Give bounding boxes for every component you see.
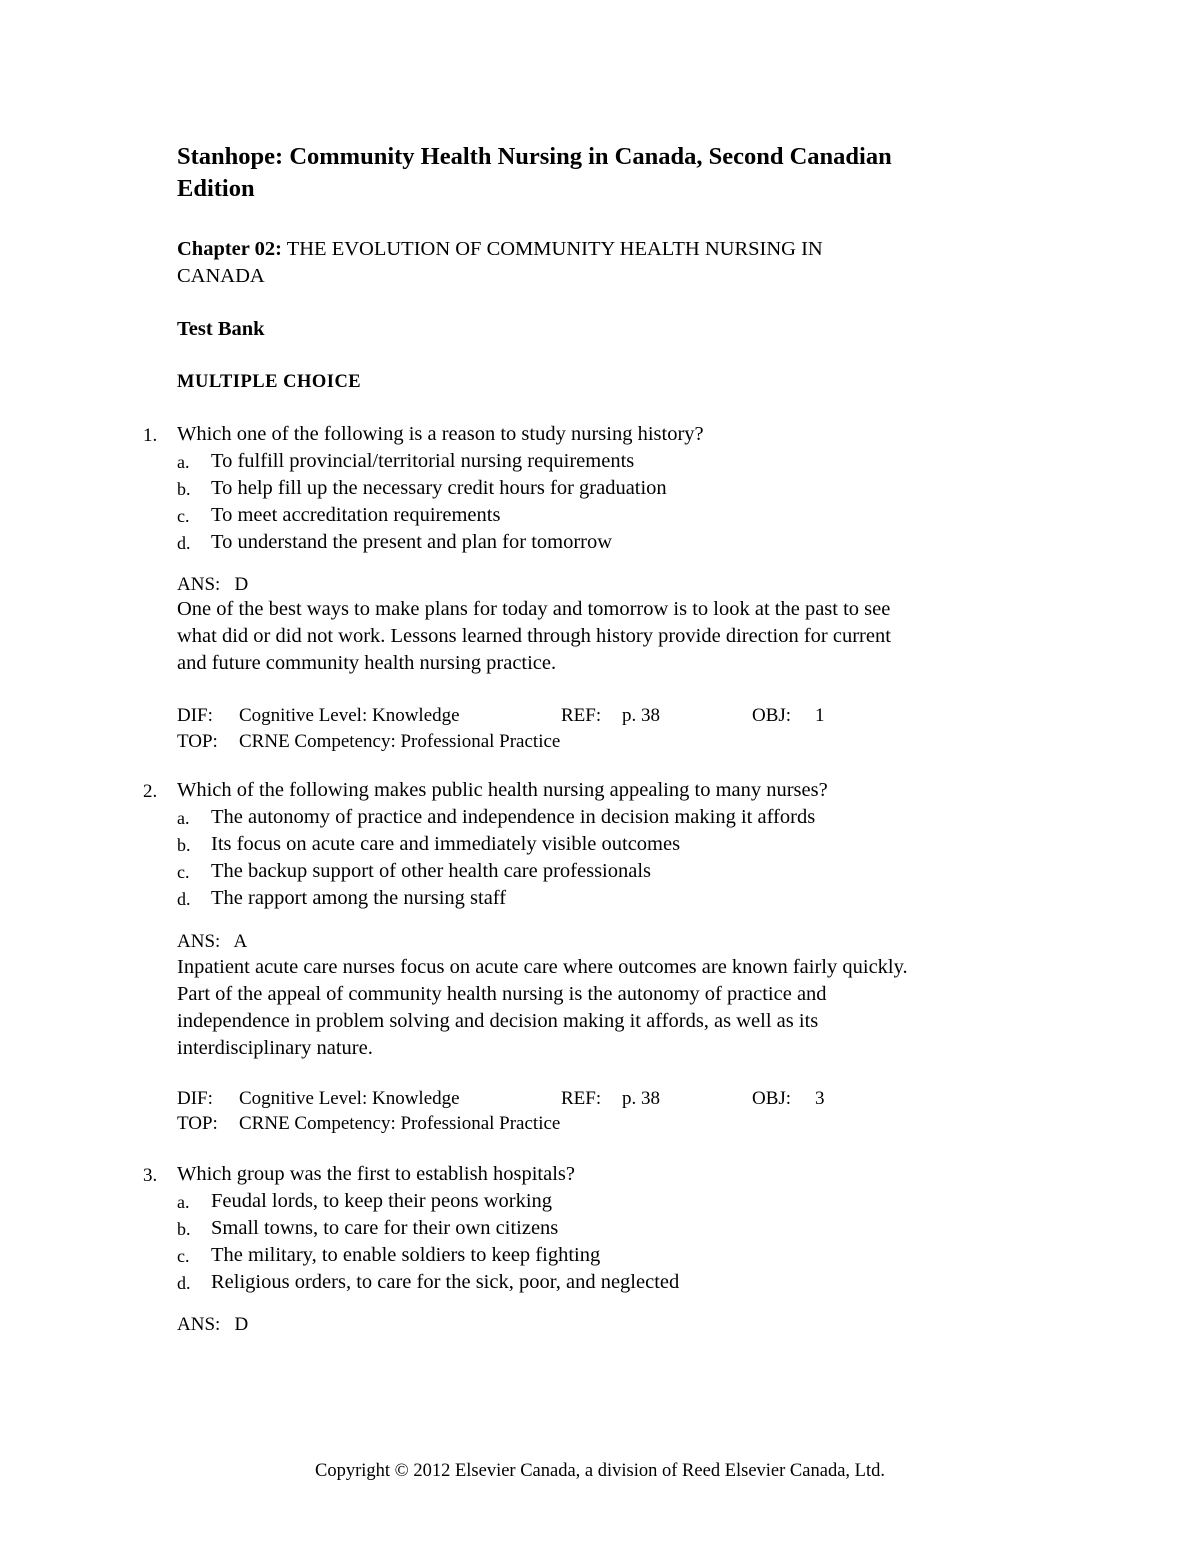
q1-rationale-line-2: what did or did not work. Lessons learned through history provide direction for current — [177, 625, 891, 647]
chapter-title-line-1 — [177, 238, 823, 261]
q1-option-d-text: To understand the present and plan for tomorrow — [211, 531, 613, 553]
q1-top-value: CRNE Competency: Professional Practice — [239, 731, 561, 752]
q1-ref-value: p. 38 — [622, 705, 660, 726]
q1-obj-label: OBJ: — [752, 705, 792, 726]
q3-option-d-text: Religious orders, to care for the sick, poor, and neglected — [211, 1271, 680, 1293]
q1-option-b-text: To help fill up the necessary credit hours for graduation — [211, 477, 667, 499]
q2-dif-value: Cognitive Level: Knowledge — [239, 1088, 460, 1109]
test-bank-heading: Test Bank — [177, 318, 265, 340]
chapter-title-text: THE EVOLUTION OF COMMUNITY HEALTH NURSING IN — [286, 238, 823, 260]
q1-rationale-line-3: and future community health nursing practice. — [177, 652, 557, 674]
q3-answer: ANS: D — [177, 1314, 249, 1335]
q1-option-c-text: To meet accreditation requirements — [211, 504, 501, 526]
book-title-line-2: Edition — [177, 175, 255, 202]
q2-top-value: CRNE Competency: Professional Practice — [239, 1113, 561, 1134]
section-heading: MULTIPLE CHOICE — [177, 372, 362, 392]
q1-rationale-line-1: One of the best ways to make plans for today and tomorrow is to look at the past to see — [177, 598, 891, 620]
q3-option-d-letter: d. — [177, 1273, 191, 1293]
q1-ref-label: REF: — [561, 705, 602, 726]
q2-option-d-letter: d. — [177, 889, 191, 909]
q2-ref-label: REF: — [561, 1088, 602, 1109]
q2-obj-value: 3 — [815, 1088, 825, 1109]
q2-option-d-text: The rapport among the nursing staff — [211, 887, 507, 909]
q2-answer: ANS: A — [177, 931, 248, 952]
q2-option-b-letter: b. — [177, 835, 191, 855]
q2-rationale-line-2: Part of the appeal of community health nursing is the autonomy of practice and — [177, 983, 827, 1005]
question-1-text: Which one of the following is a reason to study nursing history? — [177, 423, 704, 445]
q3-option-b-text: Small towns, to care for their own citizens — [211, 1217, 559, 1239]
question-3-text: Which group was the first to establish hospitals? — [177, 1163, 575, 1185]
chapter-prefix: Chapter 02: — [177, 238, 282, 260]
q2-top-label: TOP: — [177, 1113, 218, 1134]
q2-rationale-line-4: interdisciplinary nature. — [177, 1037, 373, 1059]
q1-option-d-letter: d. — [177, 533, 191, 553]
q2-rationale-line-1: Inpatient acute care nurses focus on acute care where outcomes are known fairly quickly. — [177, 956, 908, 978]
q2-ref-value: p. 38 — [622, 1088, 660, 1109]
q1-option-b-letter: b. — [177, 479, 191, 499]
q3-option-a-letter: a. — [177, 1192, 190, 1212]
question-1-number: 1. — [143, 425, 158, 446]
q1-option-a-text: To fulfill provincial/territorial nursing requirements — [211, 450, 635, 472]
q2-rationale-line-3: independence in problem solving and decision making it affords, as well as its — [177, 1010, 819, 1032]
q3-option-a-text: Feudal lords, to keep their peons working — [211, 1190, 553, 1212]
q3-option-b-letter: b. — [177, 1219, 191, 1239]
q2-option-b-text: Its focus on acute care and immediately visible outcomes — [211, 833, 681, 855]
q2-obj-label: OBJ: — [752, 1088, 792, 1109]
q1-obj-value: 1 — [815, 705, 825, 726]
chapter-title-line-2: CANADA — [177, 265, 265, 287]
book-title-line-1: Stanhope: Community Health Nursing in Canada, Second Canadian — [177, 143, 892, 170]
q3-option-c-letter: c. — [177, 1246, 190, 1266]
q1-top-label: TOP: — [177, 731, 218, 752]
copyright-footer: Copyright © 2012 Elsevier Canada, a division of Reed Elsevier Canada, Ltd. — [315, 1461, 885, 1481]
question-2-number: 2. — [143, 781, 158, 802]
q1-dif-label: DIF: — [177, 705, 213, 726]
q2-option-a-letter: a. — [177, 808, 190, 828]
q2-option-c-letter: c. — [177, 862, 190, 882]
question-3-number: 3. — [143, 1165, 158, 1186]
question-2-text: Which of the following makes public health nursing appealing to many nurses? — [177, 779, 828, 801]
q1-answer: ANS: D — [177, 574, 249, 595]
q1-option-a-letter: a. — [177, 452, 190, 472]
q2-option-c-text: The backup support of other health care professionals — [211, 860, 652, 882]
q2-option-a-text: The autonomy of practice and independence in decision making it affords — [211, 806, 816, 828]
q2-dif-label: DIF: — [177, 1088, 213, 1109]
q3-option-c-text: The military, to enable soldiers to keep fighting — [211, 1244, 601, 1266]
q1-dif-value: Cognitive Level: Knowledge — [239, 705, 460, 726]
q1-option-c-letter: c. — [177, 506, 190, 526]
